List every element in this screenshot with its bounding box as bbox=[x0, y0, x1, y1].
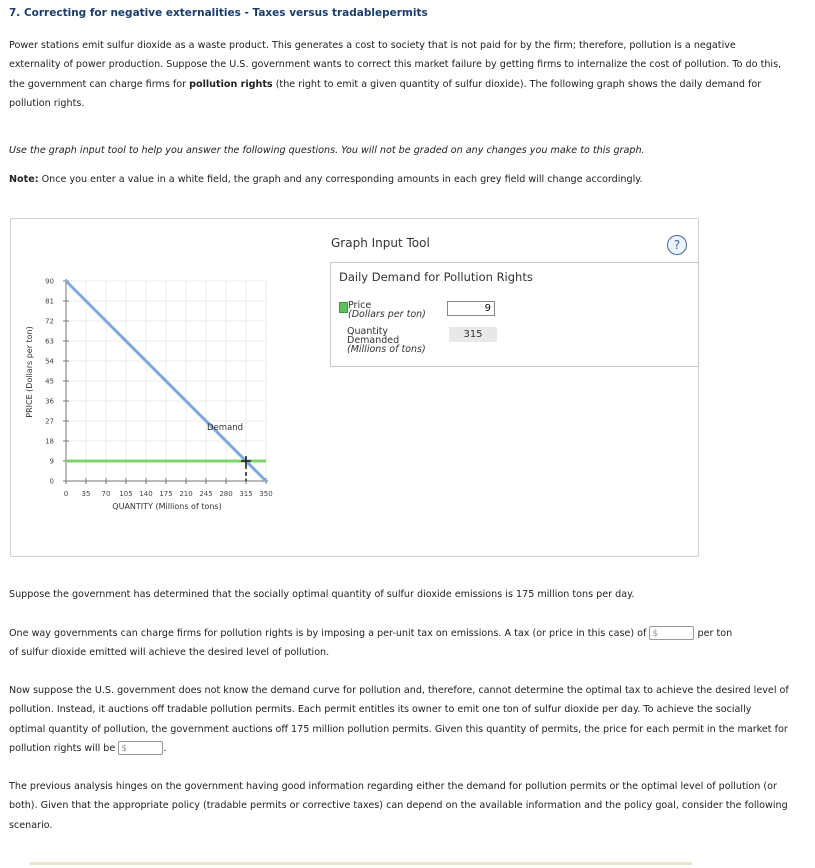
next-section-divider bbox=[30, 862, 692, 865]
note-text: Once you enter a value in a white field, the graph and any corresponding amounts in each grey field will change accordingly. bbox=[38, 174, 643, 185]
y-tick-label: 72 bbox=[45, 317, 54, 326]
x-tick-label: 35 bbox=[81, 490, 91, 498]
y-tick-label: 90 bbox=[45, 277, 54, 286]
graph-input-tool-title: Graph Input Tool bbox=[331, 236, 430, 250]
permits-question-text: Now suppose the U.S. government does not know the demand curve for pollution and, therefore, cannot determine the optimal tax to achieve the desired level of pollution. Instead, it auctions off tradable pollution permits. Each permit entitles its owner to emit one ton of sulfur dioxide per day. To achieve the socially optimal quantity of pollution, the government auctions off 175 million pollution permits. Given this quantity of permits, the price for each permit in the market for pollution rights will be bbox=[9, 685, 789, 754]
price-unit-label: (Dollars per ton) bbox=[348, 309, 426, 320]
y-tick-label: 0 bbox=[49, 477, 54, 486]
intro-text-1: Power stations emit sulfur dioxide as a waste product. This generates a cost to society that is not paid for by the firm; therefore, pollution is a negative externality of power production. Suppose the U.S. government wants to correct this market failure by getting firms to internalize the cost of pollution. To do this, the government can charge firms for bbox=[9, 40, 782, 90]
tax-amount-input[interactable]: $ bbox=[649, 626, 694, 640]
tax-question-text: One way governments can charge firms for pollution rights is by imposing a per-unit tax on emissions. A tax (or price in this case) of bbox=[9, 628, 650, 639]
intro-paragraph bbox=[9, 36, 789, 113]
quantity-demanded-value: 315 bbox=[449, 327, 497, 342]
y-tick-label: 36 bbox=[45, 397, 54, 406]
y-tick-label: 9 bbox=[49, 457, 54, 466]
demand-chart[interactable] bbox=[11, 219, 311, 556]
help-icon[interactable]: ? bbox=[667, 235, 687, 255]
price-label: Price bbox=[348, 300, 372, 311]
intro-text-2: (the right to emit a given quantity of sulfur dioxide). The following graph shows the daily demand for pollution rights. bbox=[9, 78, 762, 109]
x-tick-label: 140 bbox=[139, 490, 153, 498]
x-tick-label: 70 bbox=[101, 490, 111, 498]
price-legend-swatch bbox=[339, 302, 348, 313]
intro-bold-text: pollution rights bbox=[189, 78, 273, 90]
tax-question bbox=[9, 624, 789, 663]
note-paragraph bbox=[9, 170, 789, 189]
x-tick-label: 350 bbox=[259, 490, 273, 498]
demand-box-title: Daily Demand for Pollution Rights bbox=[339, 270, 533, 284]
question-title: 7. Correcting for negative externalities - Taxes versus tradablepermits bbox=[9, 7, 428, 19]
permits-question-end: . bbox=[163, 742, 167, 754]
demanded-label: Demanded bbox=[347, 335, 400, 346]
x-tick-label: 315 bbox=[239, 490, 253, 498]
y-tick-label: 45 bbox=[45, 377, 54, 386]
y-tick-label: 18 bbox=[45, 437, 54, 446]
quantity-unit-label: (Millions of tons) bbox=[347, 344, 426, 355]
x-tick-label: 175 bbox=[159, 490, 173, 498]
y-axis-title: PRICE (Dollars per ton) bbox=[25, 326, 34, 418]
y-tick-label: 27 bbox=[45, 417, 54, 426]
x-axis-title: QUANTITY (Millions of tons) bbox=[112, 502, 222, 511]
x-tick-label: 0 bbox=[63, 490, 69, 498]
y-tick-label: 54 bbox=[45, 357, 54, 366]
demand-curve-label: Demand bbox=[207, 423, 244, 433]
x-tick-label: 210 bbox=[179, 490, 193, 498]
note-label: Note: bbox=[9, 174, 39, 185]
tax-per-ton-text: per ton bbox=[694, 628, 733, 639]
tax-question-line2: of sulfur dioxide emitted will achieve the desired level of pollution. bbox=[9, 647, 330, 659]
x-tick-label: 280 bbox=[219, 490, 233, 498]
x-tick-label: 245 bbox=[199, 490, 213, 498]
graph-input-box bbox=[330, 262, 699, 367]
instruction-text: Use the graph input tool to help you answer the following questions. You will not be graded on any changes you make to this graph. bbox=[9, 145, 645, 156]
optimal-quantity-text: Suppose the government has determined that the socially optimal quantity of sulfur dioxide emissions is 175 million tons per day. bbox=[9, 589, 635, 600]
y-tick-label: 81 bbox=[45, 297, 54, 306]
price-input[interactable] bbox=[447, 301, 495, 316]
permit-price-input[interactable]: $ bbox=[118, 741, 163, 755]
permits-question bbox=[9, 681, 789, 758]
y-tick-label: 63 bbox=[45, 337, 54, 346]
x-tick-label: 105 bbox=[119, 490, 133, 498]
scenario-intro-text: The previous analysis hinges on the government having good information regarding either the demand for pollution permits or the optimal level of pollution (or both). Given that the appropriate policy (tradable permits or corrective taxes) can depend on the available information and the policy goal, consider the following scenario. bbox=[9, 781, 788, 831]
quantity-label: Quantity bbox=[347, 326, 389, 337]
graph-tool-panel bbox=[10, 218, 699, 557]
